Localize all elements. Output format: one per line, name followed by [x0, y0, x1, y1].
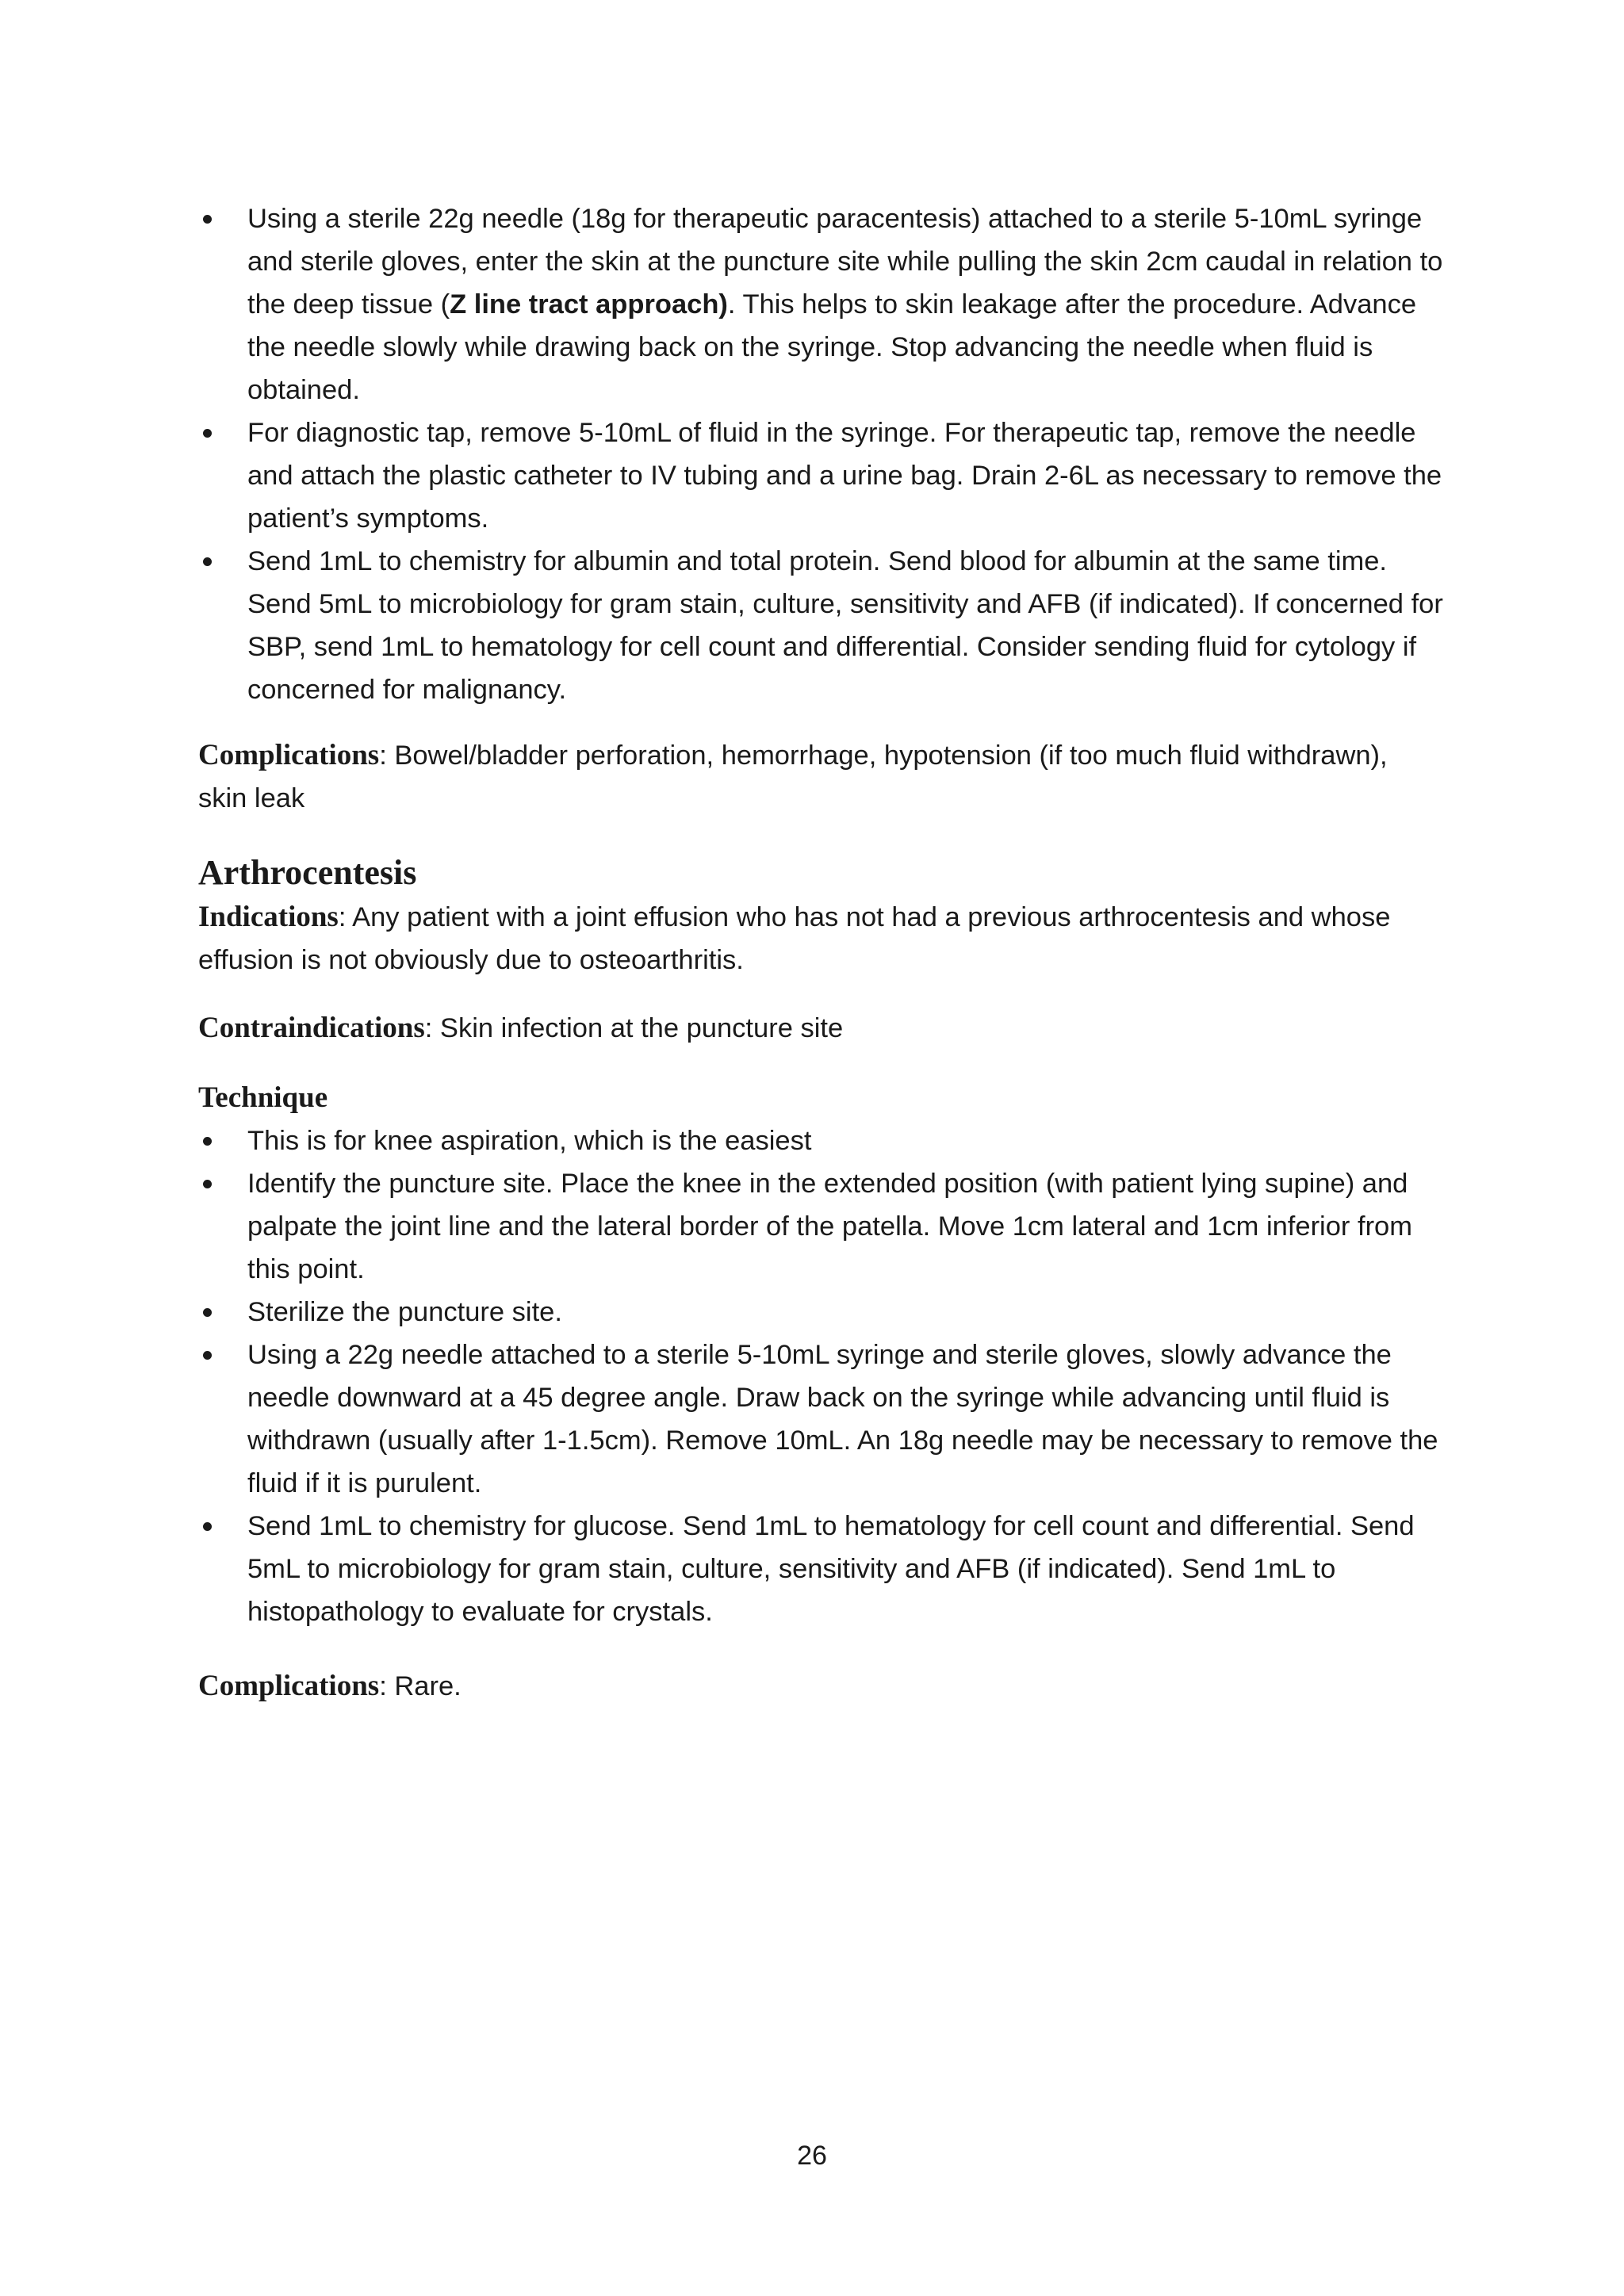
- paracentesis-complications: Complications: Bowel/bladder perforation, hemorrhage, hypotension (if too much fluid withdrawn), skin leak: [198, 739, 1388, 813]
- list-item: Using a sterile 22g needle (18g for therapeutic paracentesis) attached to a sterile 5-10mL syringe and sterile gloves, enter the skin at the puncture site while pulling the skin 2cm caudal in relation to the deep tissue (Z line tract approach). This helps to skin leakage after the procedure. Advance the needle slowly while drawing back on the syringe. Stop advancing the needle when fluid is obtained.: [198, 197, 1443, 411]
- list-item: This is for knee aspiration, which is the easiest: [198, 1119, 1443, 1162]
- section-heading-arthrocentesis: Arthrocentesis: [198, 853, 417, 892]
- arthrocentesis-complications: Complications: Rare.: [198, 1670, 462, 1702]
- list-item: Sterilize the puncture site.: [198, 1291, 1443, 1334]
- complications-label: Complications: [198, 1670, 380, 1702]
- indications-label: Indications: [198, 901, 339, 933]
- technique-steps-list: [198, 1119, 1443, 1633]
- contraindications-paragraph: Contraindications: Skin infection at the puncture site: [198, 1012, 844, 1044]
- technique-heading: Technique: [198, 1081, 328, 1114]
- page-number: 26: [797, 2141, 827, 2171]
- paracentesis-steps-list: [198, 197, 1443, 711]
- indications-paragraph: Indications: Any patient with a joint effusion who has not had a previous arthrocentesis and whose effusion is not obviously due to osteoarthritis.: [198, 901, 1391, 975]
- list-item: Send 1mL to chemistry for glucose. Send 1mL to hematology for cell count and differential. Send 5mL to microbiology for gram stain, culture, sensitivity and AFB (if indicated). Send 1mL to histopathology to evaluate for crystals.: [198, 1505, 1443, 1633]
- complications-label: Complications: [198, 739, 380, 771]
- list-item: Send 1mL to chemistry for albumin and total protein. Send blood for albumin at the same time. Send 5mL to microbiology for gram stain, culture, sensitivity and AFB (if indicated). If concerned for SBP, send 1mL to hematology for cell count and differential. Consider sending fluid for cytology if concerned for malignancy.: [198, 540, 1443, 711]
- list-item: Using a 22g needle attached to a sterile 5-10mL syringe and sterile gloves, slowly advance the needle downward at a 45 degree angle. Draw back on the syringe while advancing until fluid is withdrawn (usually after 1-1.5cm). Remove 10mL. An 18g needle may be necessary to remove the fluid if it is purulent.: [198, 1334, 1443, 1505]
- list-item: Identify the puncture site. Place the knee in the extended position (with patient lying supine) and palpate the joint line and the lateral border of the patella. Move 1cm lateral and 1cm inferior from this point.: [198, 1162, 1443, 1291]
- contraindications-label: Contraindications: [198, 1012, 425, 1044]
- list-item: For diagnostic tap, remove 5-10mL of fluid in the syringe. For therapeutic tap, remove the needle and attach the plastic catheter to IV tubing and a urine bag. Drain 2-6L as necessary to remove the patient’s symptoms.: [198, 411, 1443, 540]
- z-line-term: Z line tract approach): [450, 289, 728, 320]
